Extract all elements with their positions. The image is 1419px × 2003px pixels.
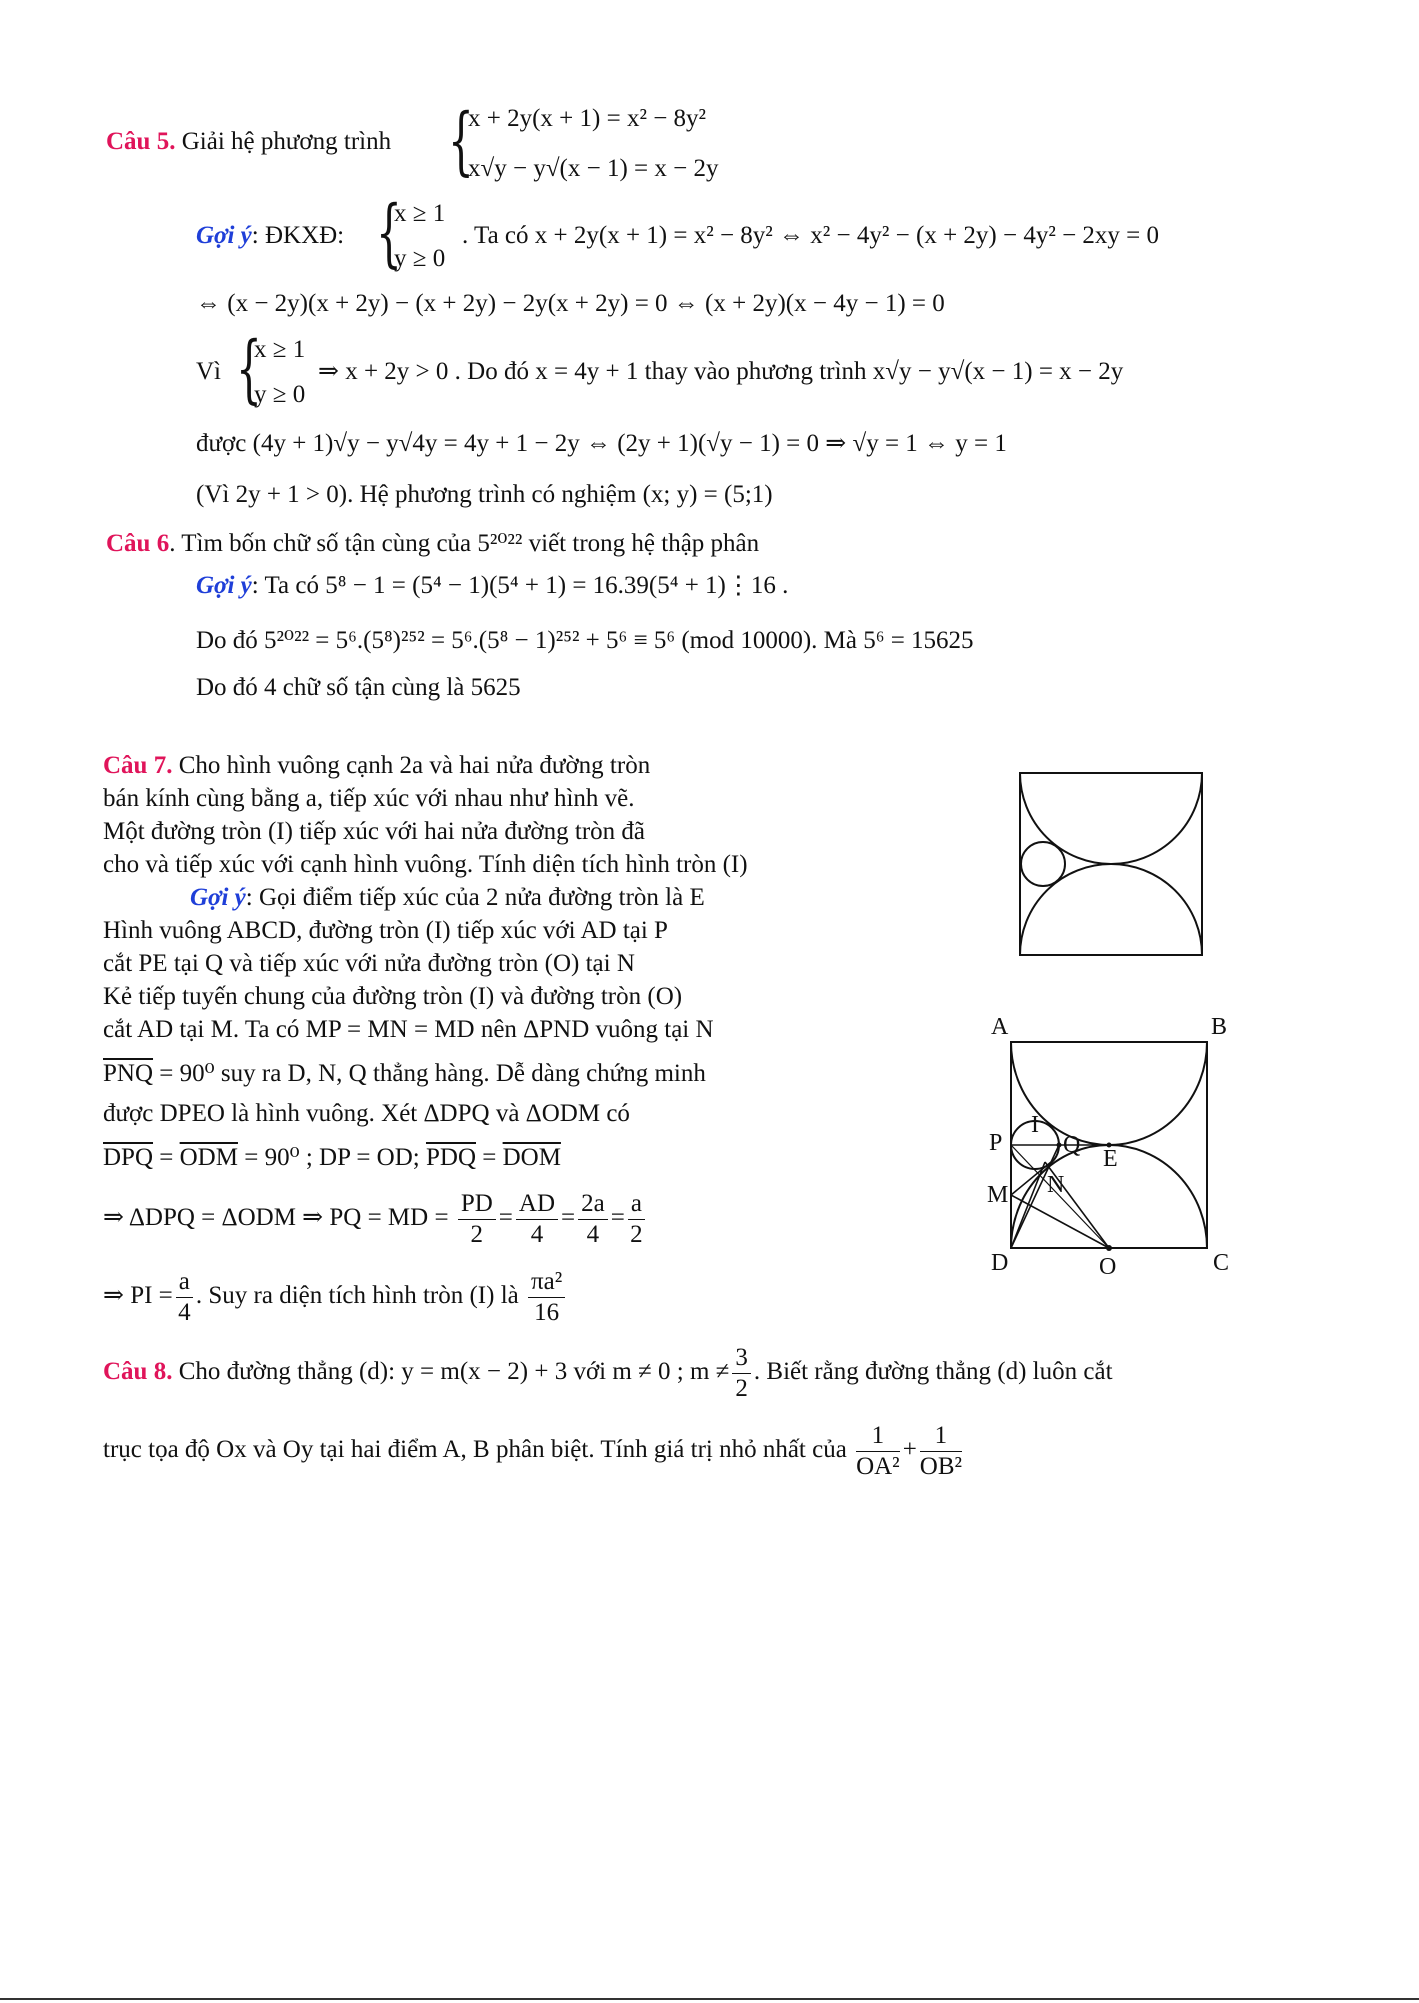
q5-title bbox=[106, 126, 391, 158]
q5-hint-line1 bbox=[196, 220, 344, 252]
q7-line9: cắt AD tại M. Ta có MP = MN = MD nên ΔPND vuông tại N bbox=[103, 1016, 714, 1043]
q5-condition-brace: { bbox=[376, 190, 402, 276]
q7-line1 bbox=[103, 750, 650, 782]
q7-frac-a-2 bbox=[628, 1189, 645, 1250]
eq-sign: = bbox=[610, 1204, 625, 1231]
q8-frac-ob bbox=[920, 1421, 962, 1482]
frac-den: 2 bbox=[735, 1374, 748, 1402]
q7-arc-dom: $\overline{DOM}$ bbox=[502, 1144, 561, 1171]
frac-num: PD bbox=[458, 1189, 496, 1220]
frac-num: AD bbox=[516, 1189, 558, 1220]
q8-l1-b: . Biết rằng đường thẳng (d) luôn cắt bbox=[753, 1358, 1113, 1385]
q7-figure-construction bbox=[985, 1012, 1245, 1284]
q7-line6: Hình vuông ABCD, đường tròn (I) tiếp xúc với AD tại P bbox=[103, 917, 668, 944]
q7-figure-square bbox=[1010, 766, 1206, 962]
q7-line2: bán kính cùng bằng a, tiếp xúc với nhau như hình vẽ. bbox=[103, 785, 635, 812]
q7-arc-pnq: $\overline{PNQ}$ bbox=[103, 1060, 154, 1087]
q7-frac-pd-2 bbox=[458, 1189, 496, 1250]
frac-num: 3 bbox=[732, 1343, 751, 1374]
q6-hint-line1 bbox=[196, 570, 788, 602]
q7-line5 bbox=[190, 882, 705, 914]
fig-label-o: O bbox=[1099, 1254, 1117, 1280]
q7-l5: : Gọi điểm tiếp xúc của 2 nửa đường tròn là E bbox=[245, 884, 705, 911]
q6-text: . Tìm bốn chữ số tận cùng của 5²⁰²² viết trong hệ thập phân bbox=[169, 530, 760, 557]
q6-label: Câu 6 bbox=[106, 530, 170, 557]
q7-line4: cho và tiếp xúc với cạnh hình vuông. Tính diện tích hình tròn (I) bbox=[103, 851, 748, 878]
eq-sign: = bbox=[561, 1204, 576, 1231]
q7-line10 bbox=[103, 1058, 706, 1090]
q8-line2 bbox=[103, 1418, 965, 1482]
fig-label-m: M bbox=[987, 1182, 1009, 1208]
q7-l12-mid: = 90⁰ ; DP = OD; bbox=[237, 1144, 426, 1171]
frac-den: 4 bbox=[530, 1220, 544, 1248]
q5-line5: (Vì 2y + 1 > 0). Hệ phương trình có nghiệm (x; y) = (5;1) bbox=[196, 481, 773, 508]
q5-vi-brace: { bbox=[236, 326, 262, 412]
frac-den: 2 bbox=[470, 1220, 484, 1248]
q7-frac-a-4 bbox=[176, 1267, 193, 1328]
fig-label-p: P bbox=[989, 1130, 1003, 1156]
frac-den: 16 bbox=[534, 1298, 560, 1326]
q7-l13-text: ⇒ ΔDPQ = ΔODM ⇒ PQ = MD = bbox=[103, 1204, 449, 1231]
frac-den: 2 bbox=[630, 1220, 643, 1248]
fig-label-n: N bbox=[1047, 1172, 1065, 1198]
fig-label-q: Q bbox=[1063, 1132, 1081, 1158]
q8-frac-3-2 bbox=[732, 1343, 751, 1404]
q7-frac-area bbox=[528, 1267, 565, 1328]
q5-system-brace: { bbox=[448, 98, 474, 184]
q5-line1-rest: . Ta có x + 2y(x + 1) = x² − 8y² ⇔ x² − 4y² − (x + 2y) − 4y² − 2xy = 0 bbox=[462, 222, 1160, 249]
eq-sign: = bbox=[498, 1204, 513, 1231]
q7-line7: cắt PE tại Q và tiếp xúc với nửa đường tròn (O) tại N bbox=[103, 950, 635, 977]
frac-den: 4 bbox=[178, 1298, 191, 1326]
frac-num: a bbox=[628, 1189, 645, 1220]
q7-frac-ad-4 bbox=[516, 1189, 558, 1250]
frac-den: OB² bbox=[919, 1452, 963, 1480]
q5-vi-cond2: y ≥ 0 bbox=[254, 381, 306, 408]
q5-line3-rest: ⇒ x + 2y > 0 . Do đó x = 4y + 1 thay vào phương trình x√y − y√(x − 1) = x − 2y bbox=[318, 358, 1124, 385]
q7-line3: Một đường tròn (I) tiếp xúc với hai nửa đường tròn đã bbox=[103, 818, 646, 845]
q5-cond2: y ≥ 0 bbox=[394, 245, 446, 272]
q7-l14-a: ⇒ PI = bbox=[103, 1282, 173, 1309]
frac-num: a bbox=[176, 1267, 193, 1298]
q5-cond1: x ≥ 1 bbox=[394, 200, 446, 227]
q5-vi: Vì bbox=[196, 358, 221, 385]
q7-frac-2a-4 bbox=[578, 1189, 608, 1250]
fig-label-b: B bbox=[1211, 1014, 1228, 1040]
frac-num: πa² bbox=[528, 1267, 565, 1298]
q7-arc-dpq: $\overline{DPQ}$ bbox=[103, 1144, 154, 1171]
fig-label-a: A bbox=[991, 1014, 1009, 1040]
q7-line14 bbox=[103, 1264, 568, 1328]
fig-label-d: D bbox=[991, 1250, 1009, 1276]
q6-title bbox=[106, 528, 759, 560]
q7-hint-label: Gợi ý bbox=[190, 884, 246, 911]
q7-label: Câu 7. bbox=[103, 752, 173, 779]
frac-den: OA² bbox=[856, 1452, 900, 1480]
q7-l10-rest: = 90⁰ suy ra D, N, Q thẳng hàng. Dễ dàng chứng minh bbox=[153, 1060, 706, 1087]
q7-line12 bbox=[103, 1142, 561, 1174]
fig-label-c: C bbox=[1213, 1250, 1230, 1276]
q7-l14-b: . Suy ra diện tích hình tròn (I) là bbox=[195, 1282, 519, 1309]
q5-hint-label: Gợi ý bbox=[196, 222, 252, 249]
q8-l2-a: trục tọa độ Ox và Oy tại hai điểm A, B phân biệt. Tính giá trị nhỏ nhất của bbox=[103, 1436, 847, 1463]
frac-den: 4 bbox=[586, 1220, 600, 1248]
frac-num: 1 bbox=[856, 1421, 900, 1452]
q6-line3: Do đó 4 chữ số tận cùng là 5625 bbox=[196, 674, 521, 701]
fig-label-e: E bbox=[1103, 1146, 1118, 1172]
q7-line13 bbox=[103, 1186, 648, 1250]
q7-arc-odm: $\overline{ODM}$ bbox=[179, 1144, 238, 1171]
page-bottom-rule bbox=[0, 1998, 1419, 2000]
q8-line1 bbox=[103, 1340, 1113, 1404]
q7-line11: được DPEO là hình vuông. Xét ΔDPQ và ΔODM có bbox=[103, 1100, 630, 1127]
fig-label-i: I bbox=[1031, 1112, 1039, 1138]
q5-intro: Giải hệ phương trình bbox=[181, 128, 392, 155]
q5-line4: được (4y + 1)√y − y√4y = 4y + 1 − 2y ⇔ (2y + 1)(√y − 1) = 0 ⇒ √y = 1 ⇔ y = 1 bbox=[196, 430, 1007, 457]
frac-num: 1 bbox=[920, 1421, 962, 1452]
q5-line2: ⇔ (x − 2y)(x + 2y) − (x + 2y) − 2y(x + 2y) = 0 ⇔ (x + 2y)(x − 4y − 1) = 0 bbox=[196, 290, 945, 317]
q5-label: Câu 5. bbox=[106, 128, 176, 155]
q6-hint-label: Gợi ý bbox=[196, 572, 252, 599]
q7-eq-sign-2: = bbox=[476, 1144, 503, 1171]
q5-vi-cond1: x ≥ 1 bbox=[254, 336, 306, 363]
frac-num: 2a bbox=[578, 1189, 608, 1220]
q8-l1-a: Cho đường thẳng (d): y = m(x − 2) + 3 với m ≠ 0 ; m ≠ bbox=[172, 1358, 730, 1385]
q6-line2: Do đó 5²⁰²² = 5⁶.(5⁸)²⁵² = 5⁶.(5⁸ − 1)²⁵² + 5⁶ ≡ 5⁶ (mod 10000). Mà 5⁶ = 15625 bbox=[196, 627, 974, 654]
q7-l1: Cho hình vuông cạnh 2a và hai nửa đường tròn bbox=[172, 752, 651, 779]
plus-sign: + bbox=[902, 1436, 917, 1463]
q6-line1: : Ta có 5⁸ − 1 = (5⁴ − 1)(5⁴ + 1) = 16.39(5⁴ + 1)⋮16 . bbox=[251, 572, 789, 599]
q7-line8: Kẻ tiếp tuyến chung của đường tròn (I) và đường tròn (O) bbox=[103, 983, 683, 1010]
q7-eq-sign: = bbox=[153, 1144, 180, 1171]
q5-eq1: x + 2y(x + 1) = x² − 8y² bbox=[468, 105, 707, 132]
q8-label: Câu 8. bbox=[103, 1358, 173, 1385]
q5-dkxd: : ĐKXĐ: bbox=[251, 222, 345, 249]
q7-arc-pdq: $\overline{PDQ}$ bbox=[425, 1144, 476, 1171]
q8-frac-oa bbox=[856, 1421, 900, 1482]
q5-eq2: x√y − y√(x − 1) = x − 2y bbox=[468, 155, 719, 182]
